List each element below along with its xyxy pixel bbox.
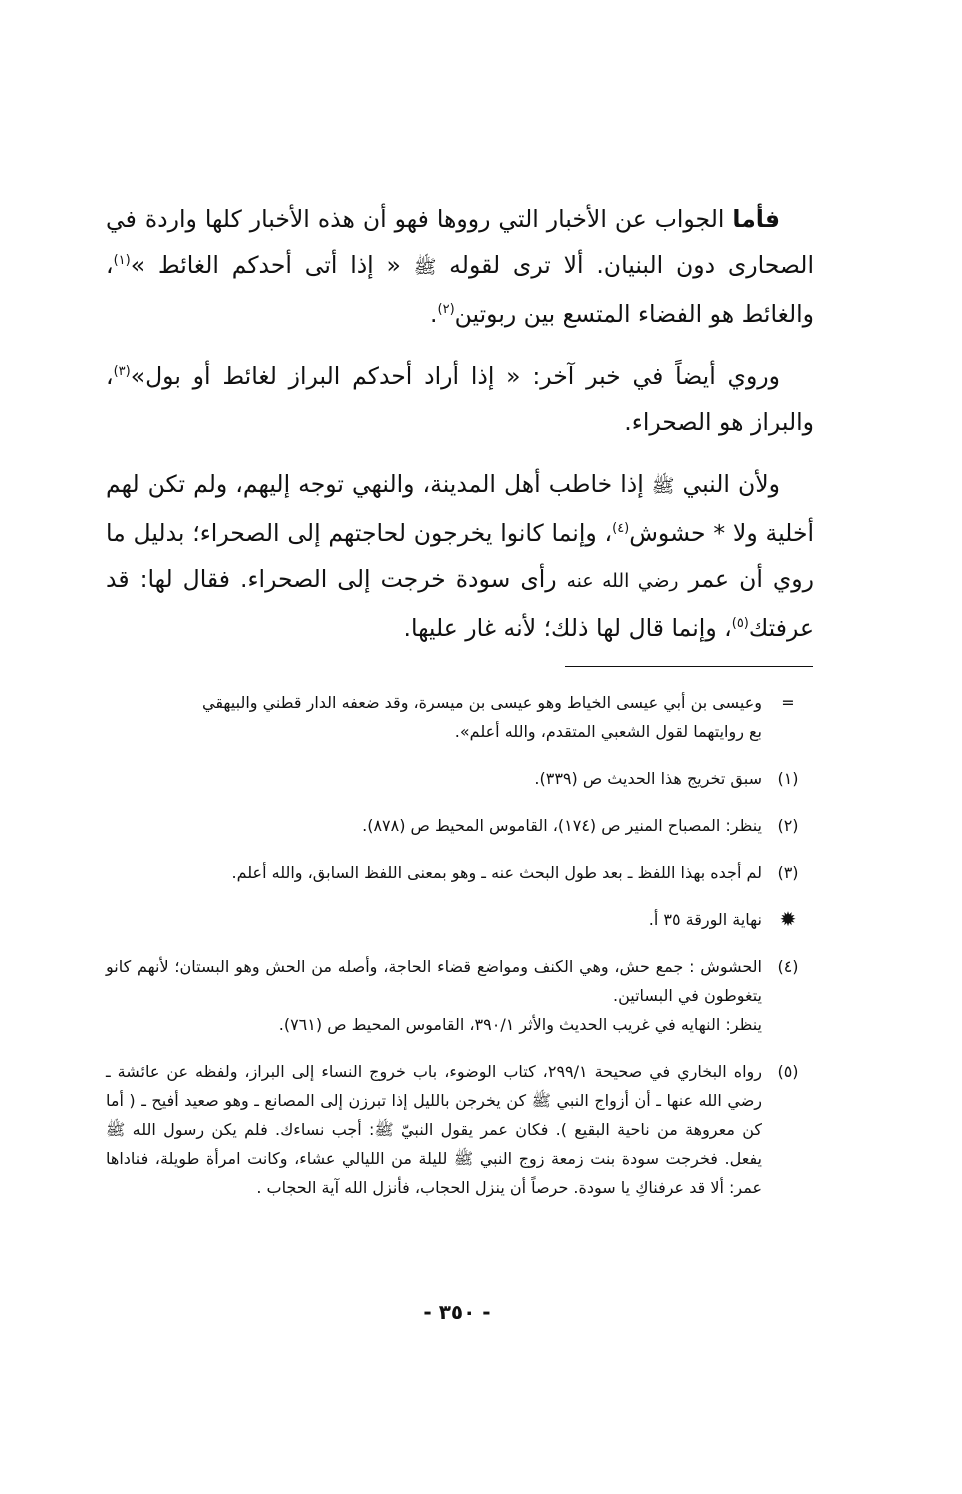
footnote-ref-5[interactable]: (٥): [731, 616, 749, 632]
footnote-folio-star: [106, 905, 814, 934]
footnote-text: نهاية الورقة ٣٥ أ.: [648, 910, 762, 929]
footnote-4: [106, 952, 814, 1039]
p2-text-2: ، والبراز هو الصحراء.: [106, 362, 814, 436]
p3-text-2: إذا خاطب أهل المدينة، والنهي توجه إليهم، ولم تكن لهم أخلية ولا: [106, 470, 815, 547]
footnote-divider: [565, 666, 813, 667]
p2-text-1: وروي أيضاً في خبر آخر: « إذا أراد أحدكم البراز لغائط أو بول»: [130, 362, 780, 390]
footnote-line: وعيسى بن أبي عيسى الخياط وهو عيسى بن ميسرة، وقد ضعفه الدار قطني والبيهقي: [201, 693, 762, 712]
footnote-2: [106, 811, 814, 840]
radi-glyph: رضي الله عنه: [566, 571, 679, 592]
footnote-ref-3[interactable]: (٣): [113, 364, 131, 380]
p1-text-2: « إذا أتى أحدكم الغائط »: [130, 251, 414, 279]
footnote-ref-1[interactable]: (١): [113, 253, 131, 269]
footnote-text: ينظر: المصباح المنير ص (١٧٤)، القاموس المحيط ص (٨٧٨).: [362, 816, 762, 835]
p1-text-4: .: [430, 300, 438, 328]
footnote-marker: (٤): [777, 957, 799, 976]
page-number: - ٣٥٠ -: [423, 1300, 491, 1324]
footnote-marker: (١): [777, 769, 799, 788]
p3-text-1: ولأن النبي: [674, 470, 780, 498]
footnote-marker: (٣): [777, 863, 799, 882]
footnote-continuation: [106, 688, 814, 746]
folio-star-mark: *: [713, 519, 726, 547]
p1-text-3: ، والغائط هو الفضاء المتسع بين ربوتين: [106, 251, 814, 328]
footnote-5: [106, 1057, 814, 1202]
footnote-marker: (٢): [777, 816, 799, 835]
footnote-marker: =: [781, 693, 795, 712]
honorific-glyph: ﷺ: [651, 476, 675, 497]
footnote-1: [106, 764, 814, 793]
p3-text-4: ، وإنما كانوا يخرجون لحاجتهم إلى الصحراء؛ بدليل ما روي أن عمر: [106, 519, 814, 593]
footnote-ref-4[interactable]: (٤): [612, 521, 630, 537]
paragraph-3: [106, 461, 814, 651]
p3-text-5: رأى سودة خرجت إلى الصحراء. فقال لها: قد عرفتك: [106, 565, 814, 642]
p3-text-6: ، وإنما قال لها ذلك؛ لأنه غار عليها.: [403, 614, 732, 642]
footnote-3: [106, 858, 814, 887]
footnote-line: ينظر: النهايه في غريب الحديث والأثر ٣٩٠/١، القاموس المحيط ص (٧٦١).: [278, 1015, 762, 1034]
footnote-text: سبق تخريج هذا الحديث ص (٣٣٩).: [534, 769, 762, 788]
p3-text-3: حشوش: [629, 519, 714, 547]
footnote-ref-2[interactable]: (٢): [437, 302, 455, 318]
footnote-text: [106, 952, 762, 1039]
p1-text-1: الجواب عن الأخبار التي رووها فهو أن هذه الأخبار كلها واردة في الصحارى دون البنيان. ألا ترى لقوله: [106, 205, 814, 279]
footnote-marker: (٥): [777, 1062, 799, 1081]
lead-word: فأما: [732, 205, 780, 233]
star-icon: ✹: [779, 907, 797, 931]
footnote-line: الحشوش : جمع حش، وهي الكنف ومواضع قضاء الحاجة، وأصله من الحش وهو البستان؛ لأنهم كانو يتغوطون في البساتين.: [106, 957, 762, 1005]
footnote-text: [106, 688, 762, 746]
footnote-text: رواه البخاري في صحيحة ٢٩٩/١، كتاب الوضوء، باب خروج النساء إلى البراز، ولفظه عن عائشة ـ رضي الله عنها ـ أن أزواج النبي ﷺ كن يخرجن بالليل إذا تبرزن إلى المصانع ـ وهو صعيد أفيح ـ ( أما كن معروهة من ناحية البقيع ). فكان عمر يقول النبيّ ﷺ: أجب نساءك. فلم يكن رسول الله ﷺ يفعل. فخرجت سودة بنت زمعة زوج النبي ﷺ لليلة من الليالي عشاء، وكانت امرأة طويلة، فناداها عمر: ألا قد عرفناكِ يا سودة. حرصاً أن ينزل الحجاب، فأنزل الله آية الحجاب .: [106, 1062, 763, 1197]
paragraph-1: [106, 196, 814, 337]
honorific-glyph: ﷺ: [413, 257, 437, 278]
paragraph-2: [106, 353, 814, 445]
footnote-line: بع روايتهما لقول الشعبي المتقدم، والله أعلم».: [454, 722, 762, 741]
footnote-text: لم أجده بهذا اللفظ ـ بعد طول البحث عنه ـ وهو بمعنى اللفظ السابق، والله أعلم.: [231, 863, 762, 882]
footnotes: [106, 688, 814, 1220]
main-text: [106, 196, 814, 651]
